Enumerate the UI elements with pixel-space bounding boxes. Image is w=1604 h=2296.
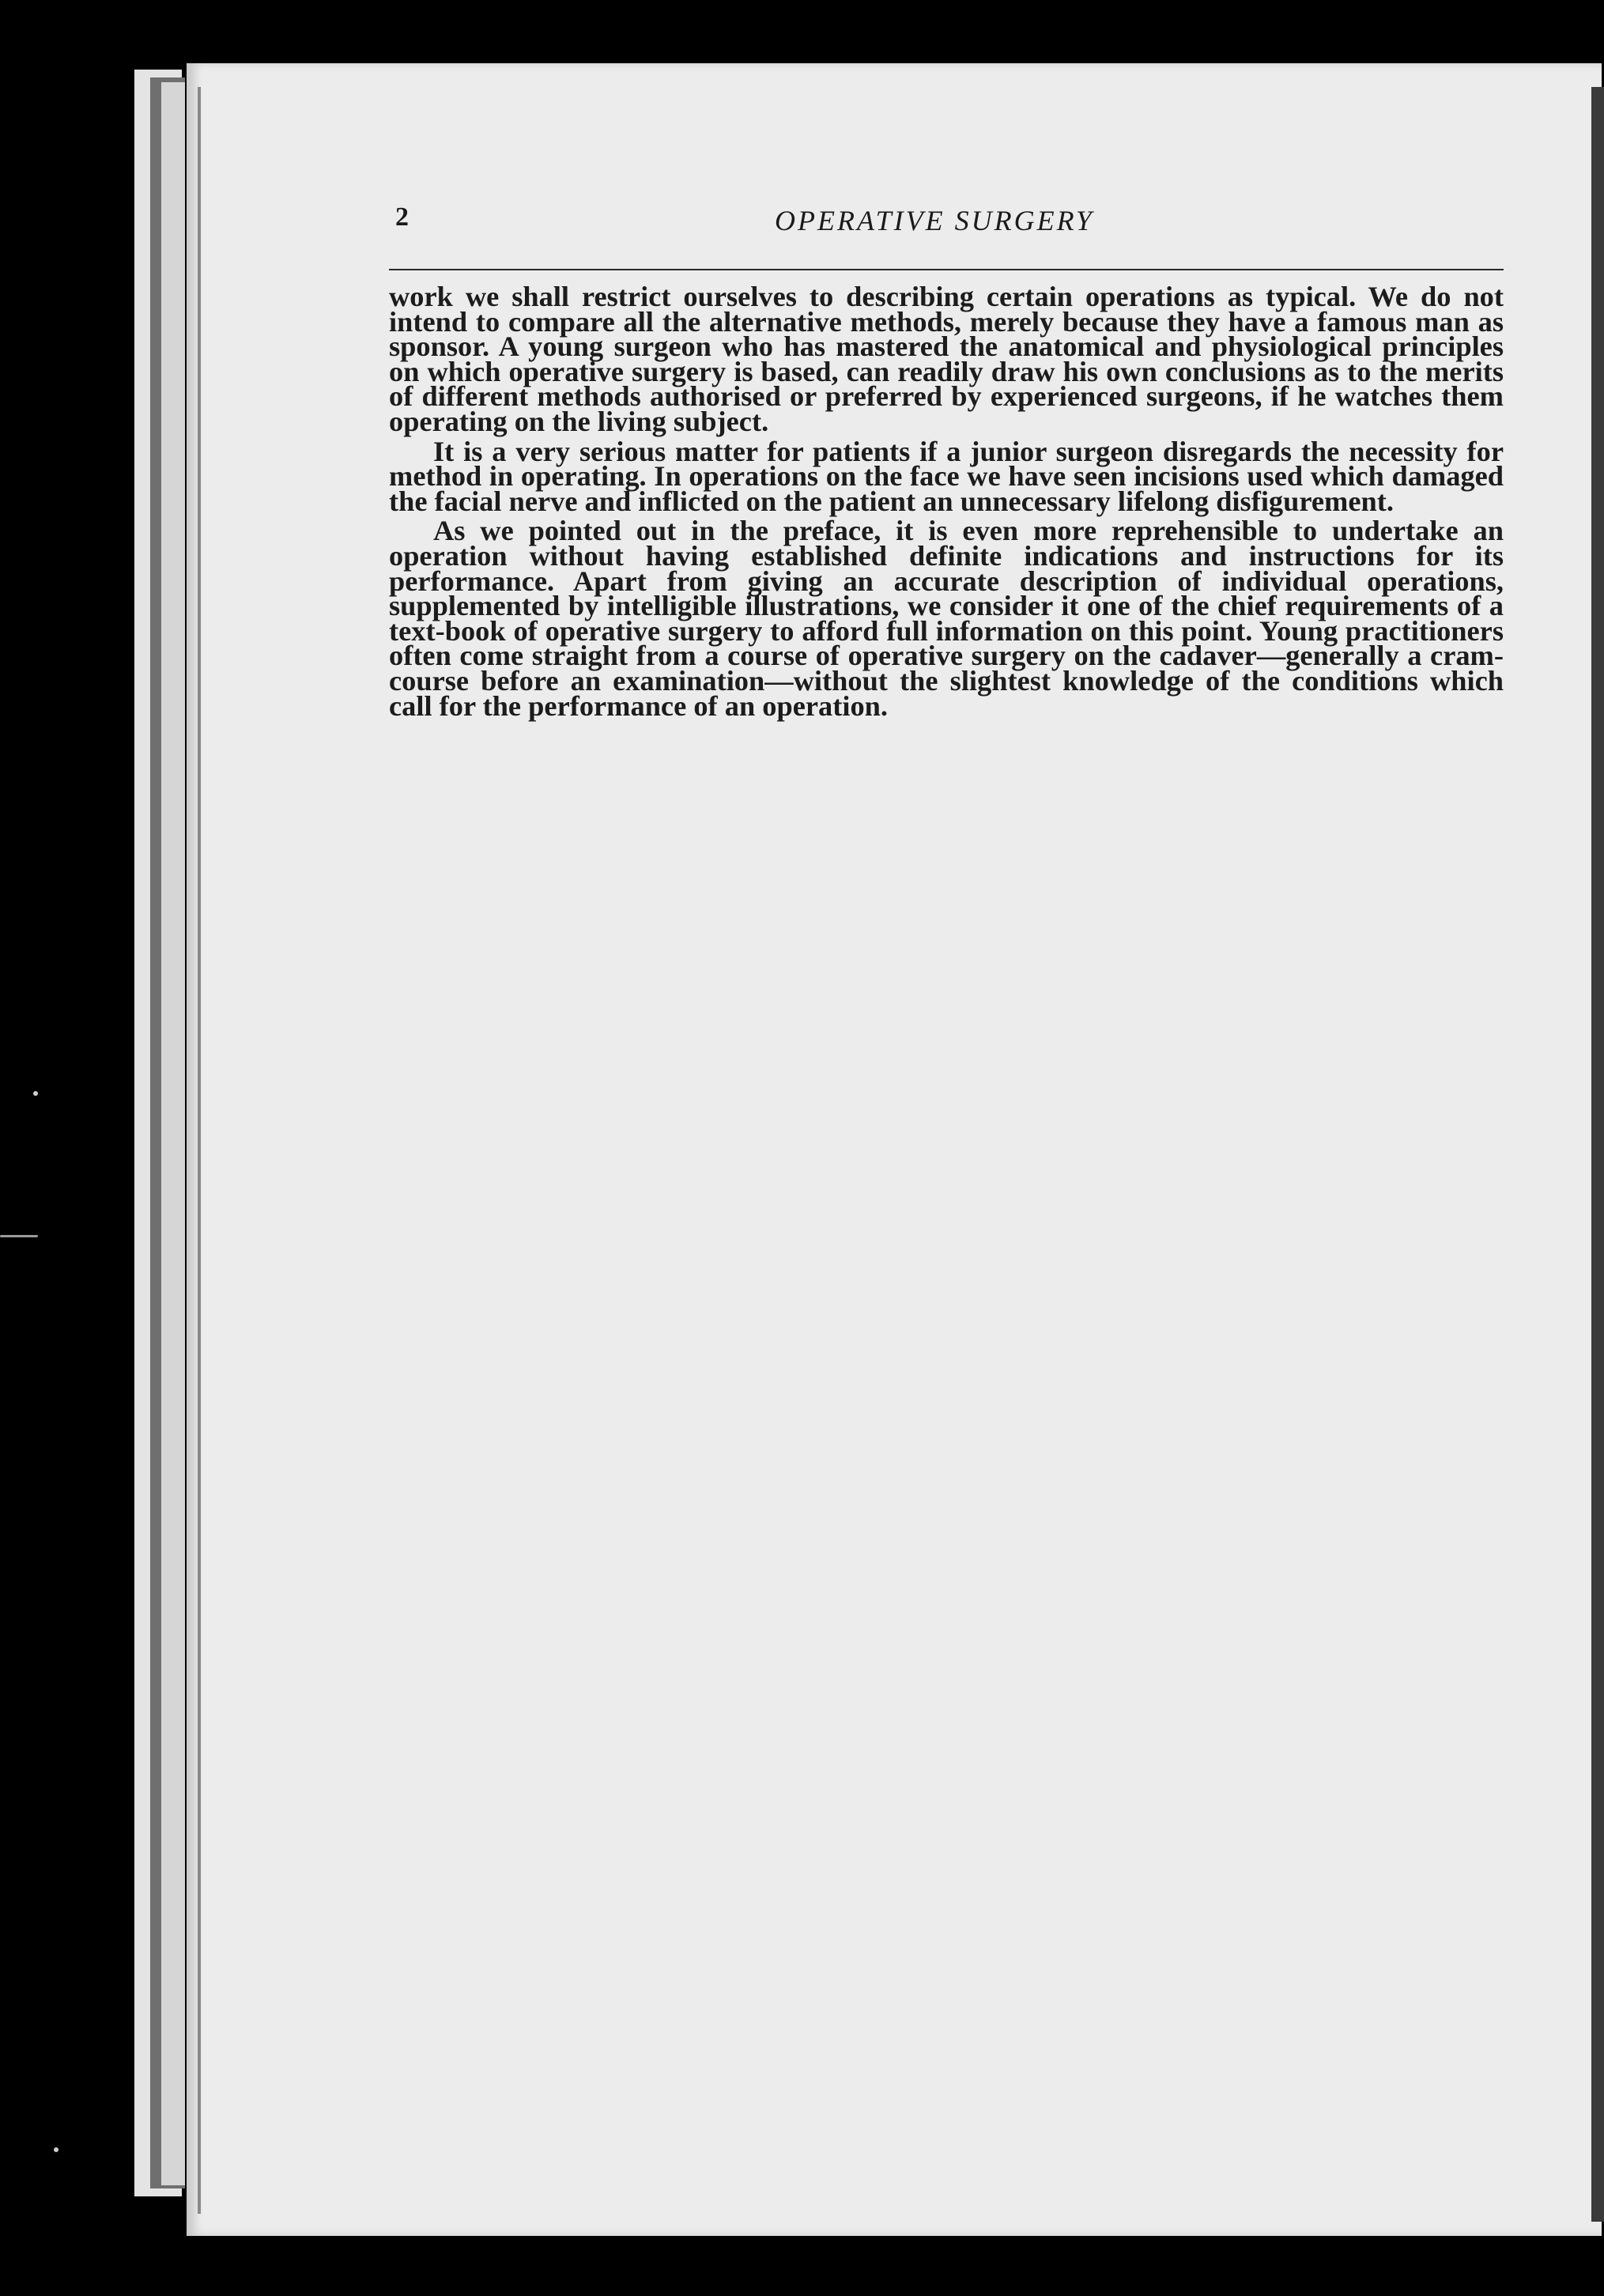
page-gutter-line (198, 87, 201, 2214)
paragraph: As we pointed out in the preface, it is even more reprehensible to undertake an operation without having established definite indications and instructions for its performance. Apart from giving an accurate description of individual operations, supplemented by intelligible illustrations, we consider it one of the chief requirements of a text-book of operative surgery to afford full information on this point. Young practitioners often come straight from a course of operative surgery on the cadaver—generally a cram-course before an examination—without the slightest knowledge of the conditions which call for the performance of an operation. (389, 515, 1504, 722)
paragraph: It is a very serious matter for patients if a junior surgeon disregards the necessity for method in operating. In operations on the face we have seen incisions used which damaged the facial nerve and inflicted on the patient an unnecessary lifelong disfigurement. (389, 435, 1504, 517)
scan-speck (0, 1235, 38, 1237)
scan-speck (33, 1091, 38, 1096)
page-right-shadow (1591, 87, 1604, 2222)
page-header (395, 202, 1502, 242)
running-head: OPERATIVE SURGERY (775, 205, 1094, 236)
paragraph: work we shall restrict ourselves to describing certain operations as typical. We do not intend to compare all the alternative methods, merely because they have a famous man as sponsor. A young surgeon who has mastered the anatomical and physiological principles on which operative surgery is based, can readily draw his own conclusions as to the merits of different methods authorised or preferred by experienced surgeons, if he watches them operating on the living subject. (389, 281, 1504, 437)
body-text (389, 281, 1504, 722)
header-rule (389, 269, 1504, 270)
book-edge-inner (161, 82, 185, 2185)
page-number: 2 (395, 202, 409, 232)
scan-speck (54, 2147, 58, 2152)
